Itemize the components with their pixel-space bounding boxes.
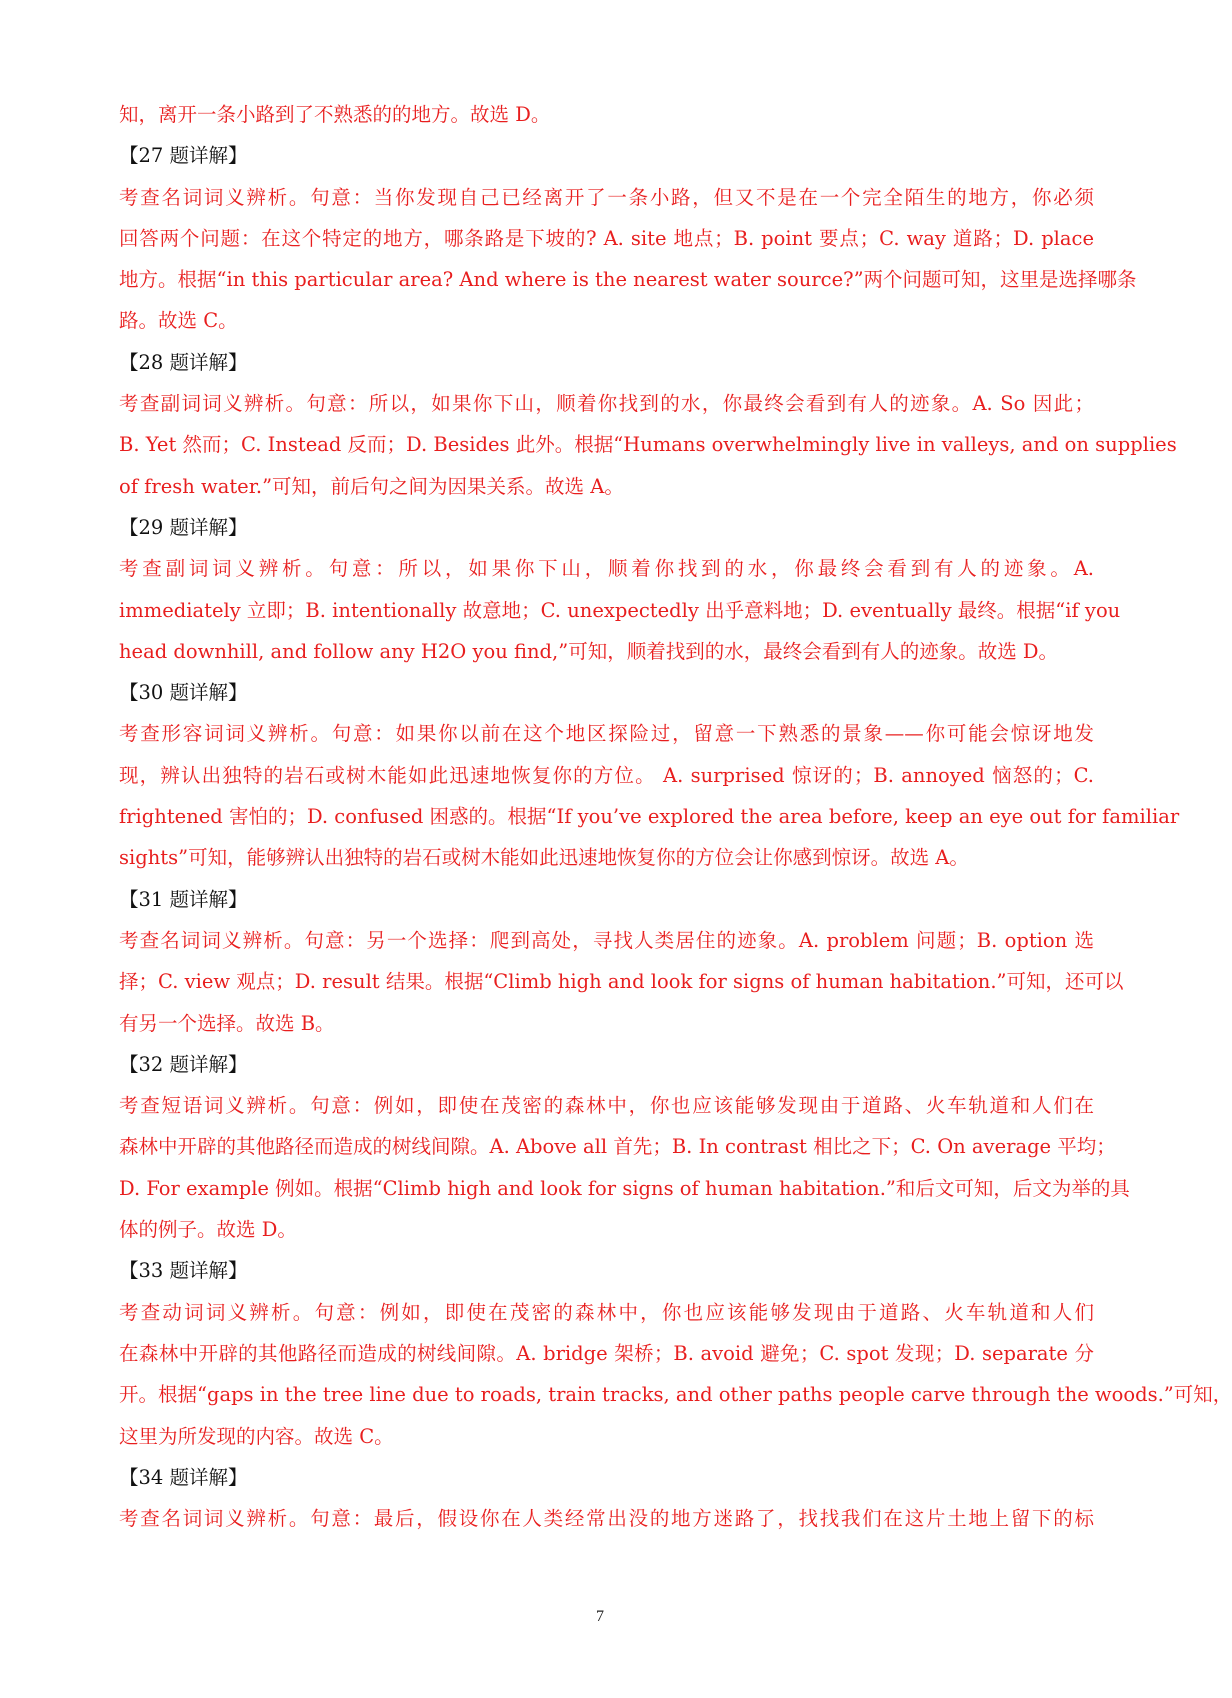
section-heading: 【29 题详解】	[119, 515, 248, 539]
text-line: frightened 害怕的；D. confused 困惑的。根据“If you’ve explored the area before, keep an eye out for familiar	[119, 805, 1180, 829]
text-line: 体的例子。故选 D。	[119, 1218, 297, 1242]
text-line: 考查副词词义辨析。句意：所以，如果你下山，顺着你找到的水，你最终会看到有人的迹象。A.	[119, 557, 1094, 581]
text-line: 考查名词词义辨析。句意：另一个选择：爬到高处，寻找人类居住的迹象。A. problem 问题；B. option 选	[119, 928, 1094, 952]
text-line: immediately 立即；B. intentionally 故意地；C. unexpectedly 出乎意料地；D. eventually 最终。根据“if you	[119, 598, 1121, 622]
text-line: 考查形容词词义辨析。句意：如果你以前在这个地区探险过，留意一下熟悉的景象——你可能会惊讶地发	[119, 722, 1094, 746]
section-heading: 【32 题详解】	[119, 1052, 248, 1076]
document-body	[119, 94, 1232, 1539]
text-line: 考查副词词义辨析。句意：所以，如果你下山，顺着你找到的水，你最终会看到有人的迹象。A. So 因此；	[119, 392, 1094, 416]
text-line: 有另一个选择。故选 B。	[119, 1011, 335, 1035]
text-line: 择；C. view 观点；D. result 结果。根据“Climb high and look for signs of human habitation.”可知，还可以	[119, 970, 1124, 994]
text-line: 考查名词词义辨析。句意：当你发现自己已经离开了一条小路，但又不是在一个完全陌生的地方，你必须	[119, 185, 1094, 209]
text-line: sights”可知，能够辨认出独特的岩石或树木能如此迅速地恢复你的方位会让你感到惊讶。故选 A。	[119, 846, 969, 870]
section-heading: 【34 题详解】	[119, 1465, 248, 1489]
text-line: 在森林中开辟的其他路径而造成的树线间隙。A. bridge 架桥；B. avoid 避免；C. spot 发现；D. separate 分	[119, 1341, 1094, 1365]
section-heading: 【28 题详解】	[119, 350, 248, 374]
text-line: of fresh water.”可知，前后句之间为因果关系。故选 A。	[119, 474, 624, 498]
page-number: 7	[596, 1608, 604, 1625]
text-line: 地方。根据“in this particular area? And where is the nearest water source?”两个问题可知，这里是选择哪条	[119, 268, 1137, 292]
text-line: 这里为所发现的内容。故选 C。	[119, 1424, 394, 1448]
section-heading: 【33 题详解】	[119, 1259, 248, 1283]
text-line: 考查名词词义辨析。句意：最后，假设你在人类经常出没的地方迷路了，找找我们在这片土地上留下的标	[119, 1507, 1094, 1531]
text-line: 回答两个问题：在这个特定的地方，哪条路是下坡的? A. site 地点；B. point 要点；C. way 道路；D. place	[119, 226, 1094, 250]
text-line: 现，辨认出独特的岩石或树木能如此迅速地恢复你的方位。 A. surprised 惊讶的；B. annoyed 恼怒的；C.	[119, 763, 1094, 787]
text-line: B. Yet 然而；C. Instead 反而；D. Besides 此外。根据“Humans overwhelmingly live in valleys, and on supplies	[119, 433, 1177, 457]
text-line: D. For example 例如。根据“Climb high and look for signs of human habitation.”和后文可知，后文为举的具	[119, 1176, 1130, 1200]
section-heading: 【30 题详解】	[119, 681, 248, 705]
text-line: 开。根据“gaps in the tree line due to roads, train tracks, and other paths people carve through the woods.”可知，	[119, 1383, 1232, 1407]
text-line: head downhill, and follow any H2O you find,”可知，顺着找到的水，最终会看到有人的迹象。故选 D。	[119, 639, 1059, 663]
section-heading: 【31 题详解】	[119, 887, 248, 911]
text-line: 森林中开辟的其他路径而造成的树线间隙。A. Above all 首先；B. In contrast 相比之下；C. On average 平均；	[119, 1135, 1116, 1159]
text-line: 路。故选 C。	[119, 309, 238, 333]
text-line: 考查动词词义辨析。句意：例如，即使在茂密的森林中，你也应该能够发现由于道路、火车轨道和人们	[119, 1300, 1094, 1324]
section-heading: 【27 题详解】	[119, 144, 248, 168]
text-line: 知，离开一条小路到了不熟悉的的地方。故选 D。	[119, 103, 551, 126]
text-line: 考查短语词义辨析。句意：例如，即使在茂密的森林中，你也应该能够发现由于道路、火车轨道和人们在	[119, 1094, 1094, 1118]
